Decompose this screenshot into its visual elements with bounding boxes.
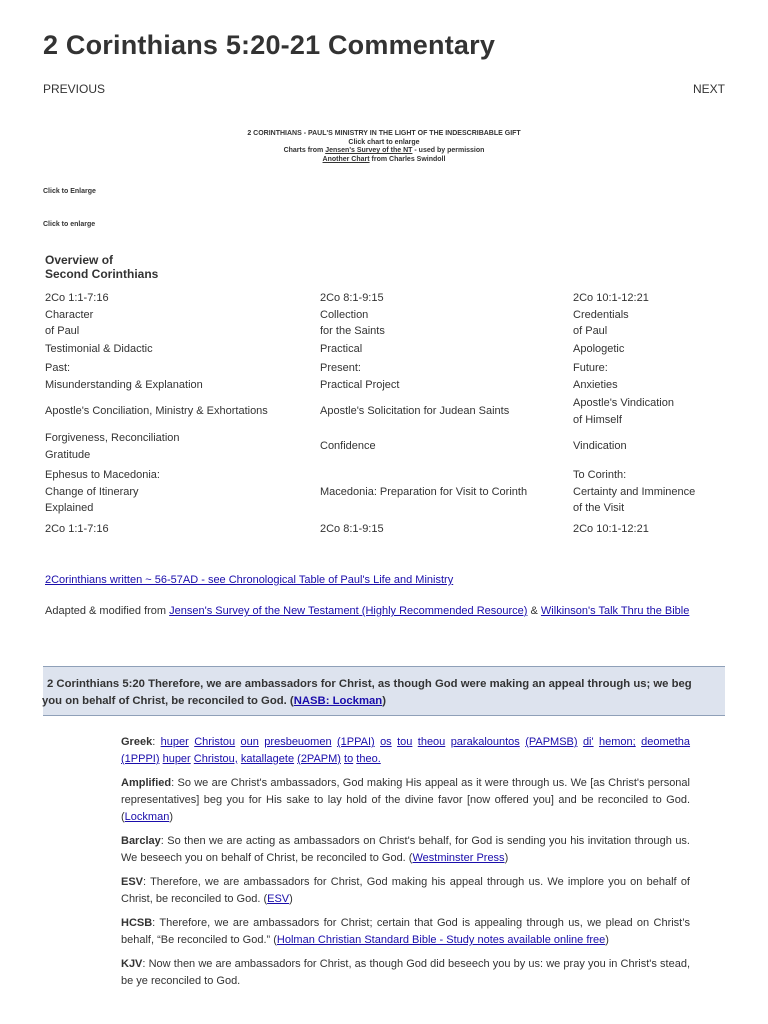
click-to-enlarge-1[interactable]: Click to Enlarge xyxy=(43,188,96,195)
overview-cell-left xyxy=(45,430,320,463)
overview-cell-line: Explained xyxy=(45,502,94,514)
overview-cell-line: To Corinth: xyxy=(573,469,627,481)
next-link[interactable]: NEXT xyxy=(692,82,725,96)
overview-cell-line: of Paul xyxy=(573,325,608,337)
overview-title-line2: Second Corinthians xyxy=(45,267,159,281)
jensen-survey-link[interactable]: Jensen's Survey of the NT xyxy=(325,147,413,154)
amplified-close: ) xyxy=(169,810,173,823)
overview-cell-right xyxy=(573,438,735,455)
overview-cell-left xyxy=(45,360,320,393)
overview-cell-middle xyxy=(320,521,573,538)
holman-link[interactable]: Holman Christian Standard Bible - Study notes available online free xyxy=(276,933,606,946)
greek-colon: : xyxy=(152,736,161,748)
wilkinson-link[interactable]: Wilkinson's Talk Thru the Bible xyxy=(540,605,690,617)
overview-cell-line: Forgiveness, Reconciliation xyxy=(45,432,180,444)
esv-text: : Therefore, we are ambassadors for Christ, God making his appeal through us. We implore you on behalf of Christ, be reconciled to God. ( xyxy=(121,876,690,905)
overview-cell-line: Character xyxy=(45,308,94,321)
greek-word-link[interactable]: tou xyxy=(397,736,413,748)
overview-cell-middle xyxy=(320,341,573,358)
overview-cell-middle xyxy=(320,290,573,307)
overview-cell-line: 2Co 10:1-12:21 xyxy=(573,522,649,535)
overview-cell-line: Apologetic xyxy=(573,342,625,355)
overview-cell-line: Testimonial & Didactic xyxy=(45,342,153,355)
overview-title xyxy=(45,253,158,281)
esv-label: ESV xyxy=(121,876,144,889)
overview-cell-line: Apostle's Solicitation for Judean Saints xyxy=(320,405,510,418)
translations xyxy=(121,734,690,997)
overview-cell-line: Confidence xyxy=(320,440,376,453)
verse-text-line1: 2 Corinthians 5:20 Therefore, we are ambassadors for Christ, as though God were making an appeal through us; we beg xyxy=(47,678,692,690)
overview-table xyxy=(45,290,735,537)
verse-line2-text: you on behalf of Christ, be reconciled to God. ( xyxy=(42,695,294,707)
overview-cell-line: of Paul xyxy=(45,325,80,337)
overview-cell-left xyxy=(45,307,320,340)
nasb-lockman-link[interactable]: NASB: Lockman xyxy=(293,695,383,707)
verse-text-line2 xyxy=(42,693,725,710)
overview-cell-right xyxy=(573,521,735,538)
westminster-press-link[interactable]: Westminster Press xyxy=(412,851,505,864)
barclay-close: ) xyxy=(504,851,509,864)
previous-link[interactable]: PREVIOUS xyxy=(43,82,106,96)
verse-line2-close: ) xyxy=(382,695,386,707)
greek-word-link[interactable]: (1PPPI) xyxy=(121,752,160,765)
overview-cell-line: Apostle's Conciliation, Ministry & Exhortations xyxy=(45,405,268,418)
greek-word-link[interactable]: oun xyxy=(240,736,259,748)
chart-caption-click: Click chart to enlarge xyxy=(348,138,420,146)
page-title: 2 Corinthians 5:20-21 Commentary xyxy=(43,30,496,60)
chronology-link[interactable]: 2Corinthians written ~ 56-57AD - see Chronological Table of Paul's Life and Ministry xyxy=(45,574,454,586)
overview-cell-line: Practical Project xyxy=(320,378,400,391)
greek-word-link[interactable]: theou xyxy=(417,736,446,748)
greek-word-link[interactable]: katallagete xyxy=(240,752,295,765)
overview-row xyxy=(45,430,735,463)
esv-close: ) xyxy=(289,892,293,905)
overview-cell-line: Past: xyxy=(45,362,71,374)
amplified-text: : So we are Christ's ambassadors, God making His appeal as it were through us. We [as Christ's personal representatives] beg you for His sake to lay hold of the divine favor [now offered you] and be reconciled to God. ( xyxy=(121,777,690,823)
overview-cell-line: 2Co 10:1-12:21 xyxy=(573,292,649,304)
greek-word-link[interactable]: (1PPAI) xyxy=(336,736,375,748)
overview-cell-line: Future: xyxy=(573,362,608,374)
amplified-label: Amplified xyxy=(121,777,172,790)
overview-cell-line: Certainty and Imminence xyxy=(573,485,696,498)
greek-word-link[interactable]: deometha xyxy=(641,736,691,748)
lockman-link[interactable]: Lockman xyxy=(124,810,170,823)
greek-translation xyxy=(121,734,690,768)
overview-row xyxy=(45,521,735,538)
overview-row xyxy=(45,467,735,517)
greek-word-link[interactable]: (PAPMSB) xyxy=(525,736,578,748)
overview-cell-left xyxy=(45,290,320,307)
greek-word-link[interactable]: Christou xyxy=(194,736,236,748)
hcsb-label: HCSB xyxy=(121,917,153,930)
overview-cell-line: of Himself xyxy=(573,413,622,426)
greek-word-link[interactable]: os xyxy=(380,736,392,748)
overview-cell-right xyxy=(573,467,735,517)
overview-cell-line: Vindication xyxy=(573,440,627,453)
jensen-survey-nt-link[interactable]: Jensen's Survey of the New Testament (Highly Recommended Resource) xyxy=(169,605,528,617)
overview-cell-line: 2Co 8:1-9:15 xyxy=(320,522,384,535)
overview-cell-right xyxy=(573,395,735,428)
overview-cell-line: 2Co 8:1-9:15 xyxy=(320,292,384,304)
hcsb-translation xyxy=(121,915,690,949)
overview-cell-line: Present: xyxy=(320,362,361,374)
greek-word-link[interactable]: theo. xyxy=(356,752,381,765)
overview-cell-right xyxy=(573,290,735,307)
kjv-translation xyxy=(121,956,690,990)
overview-cell-right xyxy=(573,360,735,393)
overview-cell-line: for the Saints xyxy=(320,325,385,337)
adapted-middle: & xyxy=(527,605,541,617)
greek-word-link[interactable]: presbeuomen xyxy=(264,736,332,748)
overview-row xyxy=(45,341,735,358)
chart-source-prefix: Charts from xyxy=(283,147,326,154)
greek-word-link[interactable]: huper xyxy=(160,736,189,748)
overview-cell-line: Practical xyxy=(320,342,363,355)
overview-cell-left xyxy=(45,467,320,517)
overview-cell-line: Apostle's Vindication xyxy=(573,397,674,409)
overview-cell-line: Anxieties xyxy=(573,378,618,391)
overview-cell-line: Misunderstanding & Explanation xyxy=(45,378,203,391)
overview-cell-left xyxy=(45,403,320,420)
greek-label: Greek xyxy=(121,736,153,748)
greek-word-link[interactable]: to xyxy=(344,752,354,765)
barclay-translation xyxy=(121,833,690,867)
overview-row xyxy=(45,290,735,307)
adapted-note xyxy=(45,603,722,620)
greek-word-link[interactable]: huper xyxy=(162,752,191,765)
overview-cell-left xyxy=(45,521,320,538)
click-to-enlarge-2[interactable]: Click to enlarge xyxy=(43,221,96,228)
kjv-label: KJV xyxy=(121,958,143,971)
greek-word-link[interactable]: di' xyxy=(582,736,594,748)
greek-word-link[interactable]: Christou, xyxy=(193,752,238,765)
overview-row xyxy=(45,307,735,340)
overview-cell-middle xyxy=(320,484,573,501)
greek-word-link[interactable]: hemon; xyxy=(599,736,636,748)
esv-link[interactable]: ESV xyxy=(267,892,290,905)
chart-caption xyxy=(0,130,768,164)
another-chart-link[interactable]: Another Chart xyxy=(322,155,370,163)
overview-cell-line: Collection xyxy=(320,308,369,321)
overview-cell-right xyxy=(573,307,735,340)
overview-cell-line: 2Co 1:1-7:16 xyxy=(45,292,109,304)
overview-cell-line: Ephesus to Macedonia: xyxy=(45,469,160,481)
overview-cell-line: Macedonia: Preparation for Visit to Corinth xyxy=(320,485,528,498)
overview-cell-line: Change of Itinerary xyxy=(45,485,139,498)
chart-caption-title: 2 CORINTHIANS - PAUL'S MINISTRY IN THE LIGHT OF THE INDESCRIBABLE GIFT xyxy=(247,130,521,137)
barclay-label: Barclay xyxy=(121,834,161,847)
hcsb-text: : Therefore, we are ambassadors for Christ; certain that God is appealing through us, we plead on Christ’s behalf, “Be reconciled to God.” ( xyxy=(121,917,690,946)
barclay-text: : So then we are acting as ambassadors on Christ's behalf, for God is sending you his invitation through us. We beseech you on behalf of Christ, be reconciled to God. ( xyxy=(121,834,690,864)
hcsb-close: ) xyxy=(605,933,609,946)
verse-header xyxy=(43,666,725,716)
overview-cell-line: of the Visit xyxy=(573,502,625,514)
overview-title-line1: Overview of xyxy=(45,253,114,267)
kjv-text: : Now then we are ambassadors for Christ, as though God did beseech you by us: we pray you in Christ's stead, be ye reconciled to God. xyxy=(121,958,690,988)
overview-cell-left xyxy=(45,341,320,358)
amplified-translation xyxy=(121,775,690,825)
chart-source-suffix: - used by permission xyxy=(412,147,485,154)
overview-cell-line: Gratitude xyxy=(45,448,91,461)
overview-cell-line: 2Co 1:1-7:16 xyxy=(45,522,109,535)
overview-row xyxy=(45,395,735,428)
swindoll-credit: from Charles Swindoll xyxy=(369,155,446,163)
esv-translation xyxy=(121,874,690,908)
overview-cell-middle xyxy=(320,307,573,340)
overview-cell-middle xyxy=(320,360,573,393)
overview-row xyxy=(45,360,735,393)
overview-cell-right xyxy=(573,341,735,358)
greek-word-link[interactable]: parakalountos xyxy=(450,736,520,748)
adapted-prefix: Adapted & modified from xyxy=(45,605,170,617)
chart-caption-source xyxy=(0,147,768,156)
overview-cell-middle xyxy=(320,438,573,455)
overview-cell-line: Credentials xyxy=(573,308,629,321)
greek-word-link[interactable]: (2PAPM) xyxy=(297,752,341,765)
overview-cell-middle xyxy=(320,403,573,420)
chart-caption-another xyxy=(0,156,768,165)
